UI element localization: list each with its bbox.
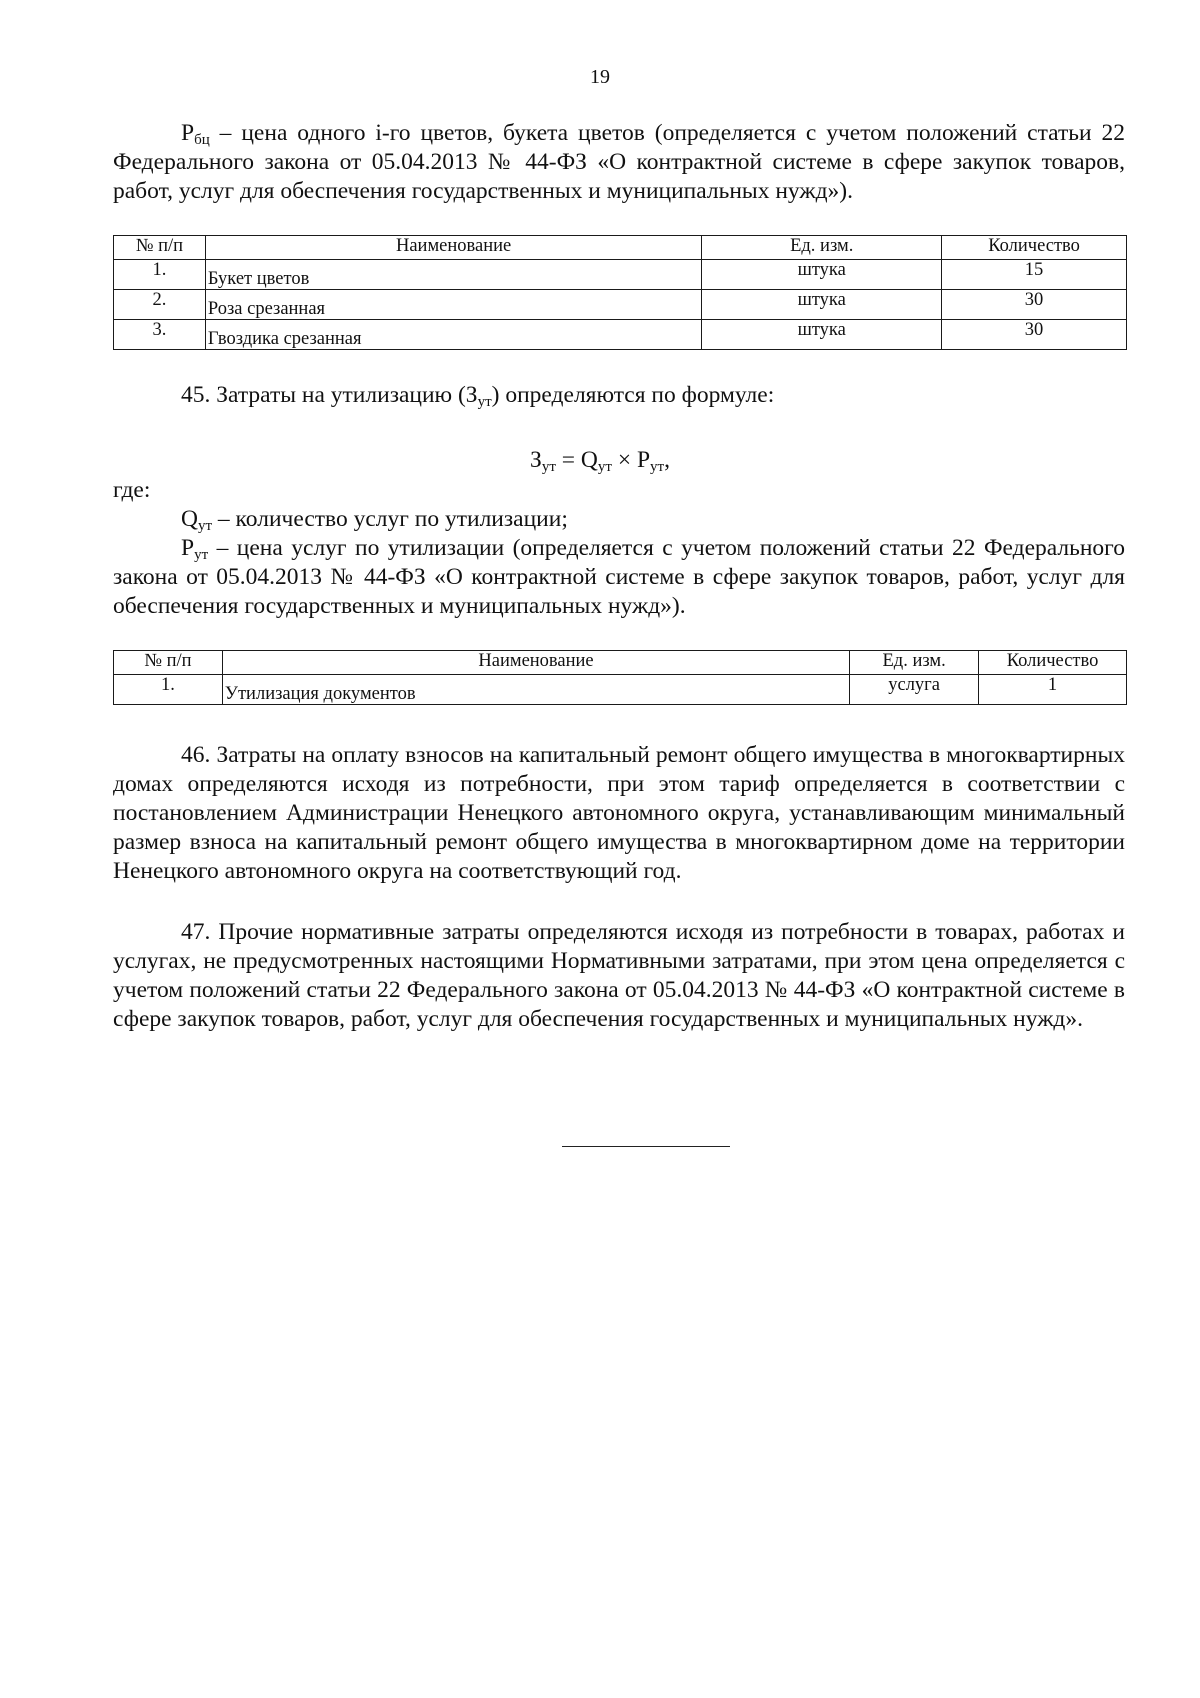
table-header-row — [114, 236, 1127, 260]
cell-unit: штука — [702, 290, 942, 320]
symbol: Q — [181, 506, 198, 532]
formula-lhs: З — [530, 447, 542, 473]
end-separator-line — [562, 1146, 730, 1147]
definition-q-ut — [113, 505, 1125, 534]
definition-p-ut — [113, 534, 1125, 621]
cell-name: Гвоздика срезанная — [205, 320, 701, 350]
formula-end: , — [664, 447, 670, 473]
symbol-subscript: ут — [197, 518, 213, 534]
symbol: P — [181, 535, 195, 561]
header-cell: № п/п — [114, 236, 206, 260]
table-flowers — [113, 235, 1127, 350]
where-label: где: — [113, 477, 151, 503]
header-cell: Ед. изм. — [850, 651, 979, 675]
header-cell: Наименование — [222, 651, 849, 675]
definition-text: – количество услуг по утилизации; — [212, 506, 568, 532]
cell-unit: штука — [702, 260, 942, 290]
paragraph-text: – цена одного i-го цветов, букета цветов (определяется с учетом положений статьи 22 Федерального закона от 05.04.2013 № 44-ФЗ «О контрактной системе в сфере закупок товаров, работ, услуг для обеспечения государственных и муниципальных нужд»). — [113, 120, 1125, 204]
item-46: 46. Затраты на оплату взносов на капитальный ремонт общего имущества в многоквартирных домах определяются исходя из потребности, при этом тариф определяется в соответствии с постановлением Администрации Ненецкого автономного округа, устанавливающим минимальный размер взноса на капитальный ремонт общего имущества в многоквартирном доме на территории Ненецкого автономного округа на соответствующий год. — [113, 742, 1125, 884]
paragraph-p-bc — [113, 119, 1125, 206]
cell-quantity: 15 — [942, 260, 1127, 290]
header-cell: Количество — [979, 651, 1127, 675]
cell-unit: услуга — [850, 675, 979, 705]
page-number: 19 — [590, 66, 610, 88]
cell-name: Утилизация документов — [222, 675, 849, 705]
formula-subscript: ут — [650, 459, 665, 475]
table-row — [114, 320, 1127, 350]
cell-quantity: 30 — [942, 320, 1127, 350]
cell-number: 2. — [114, 290, 206, 320]
symbol-subscript: ут — [477, 394, 492, 410]
item-47: 47. Прочие нормативные затраты определяются исходя из потребности в товарах, работах и услугах, не предусмотренных настоящими Нормативными затратами, при этом цена определяется с учетом положений статьи 22 Федерального закона от 05.04.2013 № 44-ФЗ «О контрактной системе в сфере закупок товаров, работ, услуг для обеспечения государственных и муниципальных нужд». — [113, 919, 1125, 1032]
item-45-text-end: ) определяются по формуле: — [491, 382, 775, 408]
symbol: P — [181, 120, 195, 146]
item-45-heading — [113, 381, 1125, 410]
header-cell: № п/п — [114, 651, 223, 675]
symbol-subscript: бц — [194, 132, 210, 148]
header-cell: Наименование — [205, 236, 701, 260]
table-row — [114, 675, 1127, 705]
cell-number: 1. — [114, 675, 223, 705]
item-45-text: 45. Затраты на утилизацию (З — [181, 382, 478, 408]
formula-times: × P — [611, 447, 651, 473]
definition-text: – цена услуг по утилизации (определяется с учетом положений статьи 22 Федерального закона от 05.04.2013 № 44-ФЗ «О контрактной системе в сфере закупок товаров, работ, услуг для обеспечения государственных и муниципальных нужд»). — [113, 535, 1125, 619]
formula-utilization — [0, 446, 1200, 475]
table-row — [114, 260, 1127, 290]
formula-eq: = Q — [555, 447, 598, 473]
cell-name: Букет цветов — [205, 260, 701, 290]
header-cell: Ед. изм. — [702, 236, 942, 260]
cell-unit: штука — [702, 320, 942, 350]
cell-quantity: 1 — [979, 675, 1127, 705]
cell-name: Роза срезанная — [205, 290, 701, 320]
table-header-row — [114, 651, 1127, 675]
table-row — [114, 290, 1127, 320]
cell-quantity: 30 — [942, 290, 1127, 320]
header-cell: Количество — [942, 236, 1127, 260]
cell-number: 3. — [114, 320, 206, 350]
formula-subscript: ут — [541, 459, 556, 475]
cell-number: 1. — [114, 260, 206, 290]
symbol-subscript: ут — [194, 547, 209, 563]
table-utilization — [113, 650, 1127, 705]
formula-subscript: ут — [597, 459, 612, 475]
